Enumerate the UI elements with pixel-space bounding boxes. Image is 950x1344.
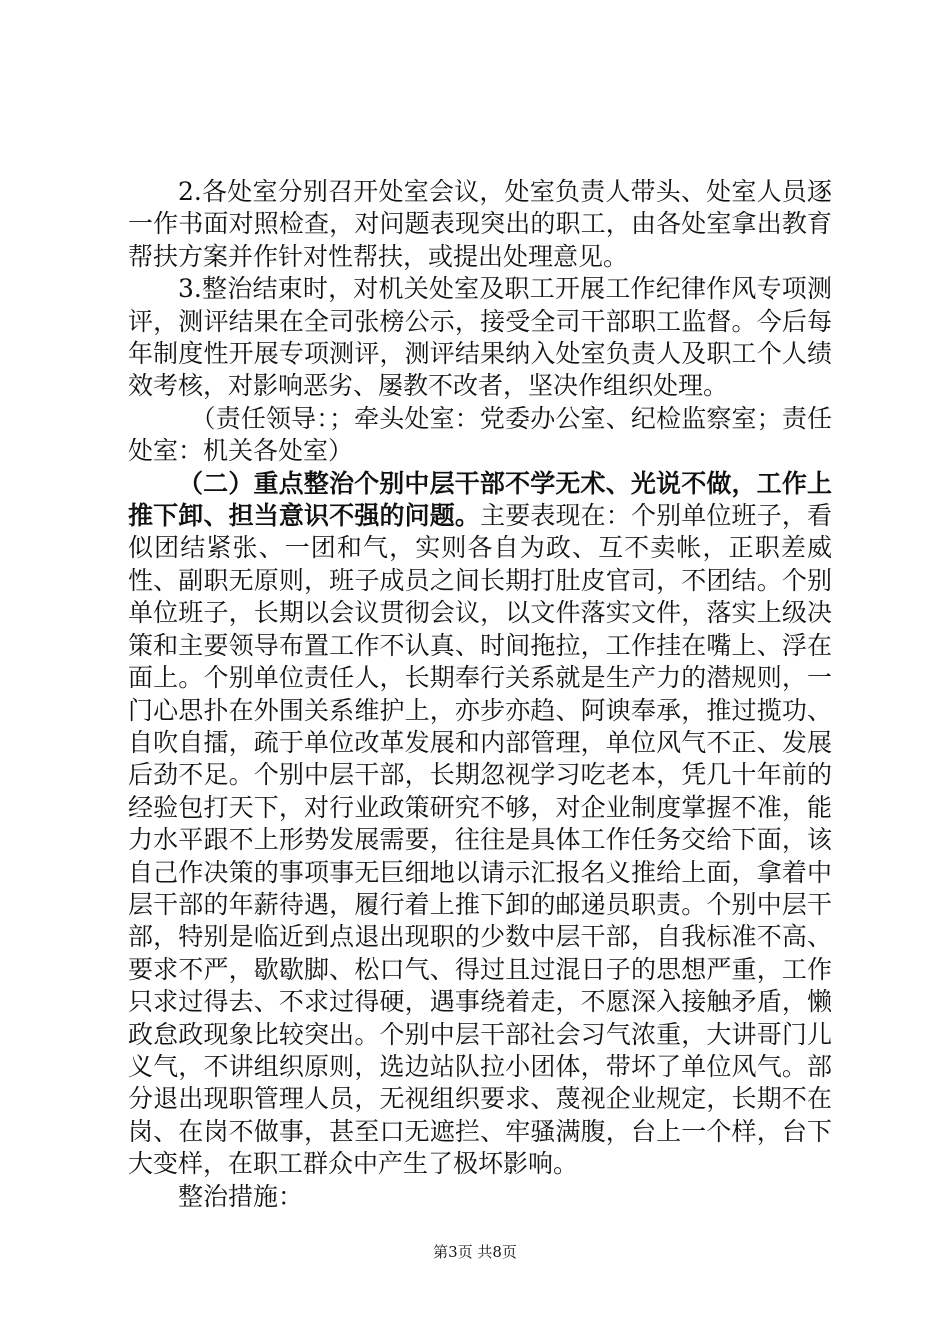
section-two-heading: （二）重点整治个别中层干部不学无术、光说不做，工作上推下卸、担当意识不强的问题。: [128, 468, 832, 531]
page-footer: [0, 1242, 950, 1262]
paragraph-item-2: 2.各处室分别召开处室会议，处室负责人带头、处室人员逐一作书面对照检查，对问题表现突出的职工，由各处室拿出教育帮扶方案并作针对性帮扶，或提出处理意见。: [128, 177, 832, 271]
section-two-text: 主要表现在：个别单位班子，看似团结紧张、一团和气，实则各自为政、互不卖帐，正职差威性、副职无原则，班子成员之间长期打肚皮官司，不团结。个别单位班子，长期以会议贯彻会议，以文件落实文件，落实上级决策和主要领导布置工作不认真、时间拖拉，工作挂在嘴上、浮在面上。个别单位责任人，长期奉行关系就是生产力的潜规则，一门心思扑在外围关系维护上，亦步亦趋、阿谀奉承，推过揽功、自吹自擂，疏于单位改革发展和内部管理，单位风气不正、发展后劲不足。个别中层干部，长期忽视学习吃老本，凭几十年前的经验包打天下，对行业政策研究不够，对企业制度掌握不准，能力水平跟不上形势发展需要，往往是具体工作任务交给下面，该自己作决策的事项事无巨细地以请示汇报名义推给上面，拿着中层干部的年薪待遇，履行着上推下卸的邮递员职责。个别中层干部，特别是临近到点退出现职的少数中层干部，自我标准不高、要求不严，歇歇脚、松口气、得过且过混日子的思想严重，工作只求过得去、不求过得硬，遇事绕着走，不愿深入接触矛盾，懒政怠政现象比较突出。个别中层干部社会习气浓重，大讲哥门儿义气，不讲组织原则，选边站队拉小团体，带坏了单位风气。部分退出现职管理人员，无视组织要求、蔑视企业规定，长期不在岗、在岗不做事，甚至口无遮拦、牢骚满腹，台上一个样，台下大变样，在职工群众中产生了极坏影响。: [128, 501, 832, 1179]
measures-label: 整治措施：: [178, 1181, 304, 1211]
section-two-paragraph: [128, 468, 832, 1181]
responsibility-note: （责任领导：；牵头处室：党委办公室、纪检监察室；责任处室：机关各处室）: [128, 403, 832, 466]
page-number: 第3页 共8页: [433, 1243, 517, 1261]
document-body: [128, 176, 832, 1213]
paragraph-item-3: 3.整治结束时，对机关处室及职工开展工作纪律作风专项测评，测评结果在全司张榜公示，接受全司干部职工监督。今后每年制度性开展专项测评，测评结果纳入处室负责人及职工个人绩效考核，对影响恶劣、屡教不改者，坚决作组织处理。: [128, 274, 832, 401]
